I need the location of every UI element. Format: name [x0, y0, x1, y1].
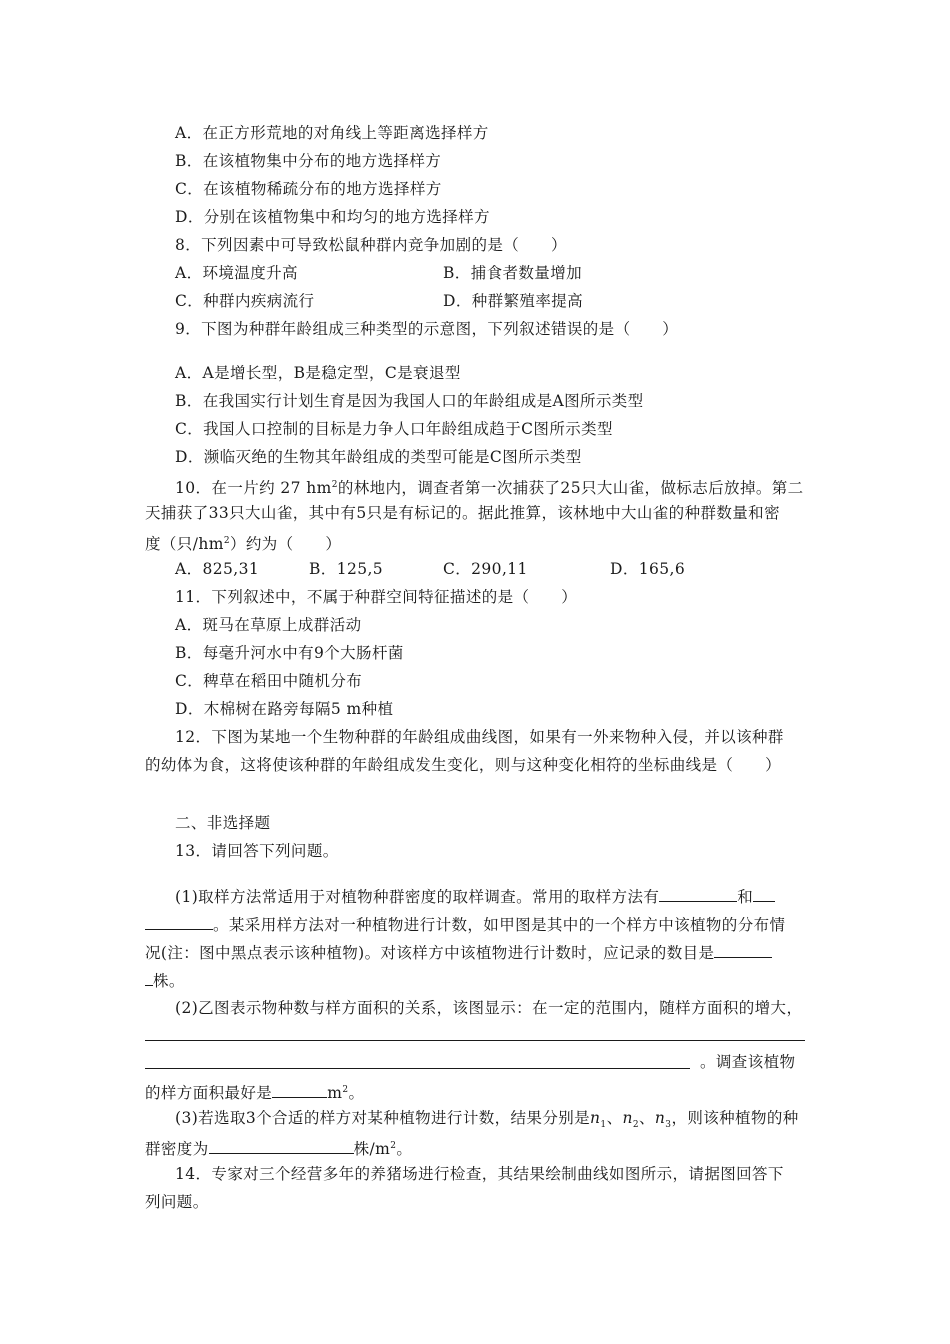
q7-option-b: B．在该植物集中分布的地方选择样方	[175, 152, 442, 170]
q7-option-a: A．在正方形荒地的对角线上等距离选择样方	[175, 124, 489, 142]
answer-line[interactable]	[145, 1040, 805, 1041]
answer-blank[interactable]	[272, 1082, 327, 1098]
q9-option-b: B．在我国实行计划生育是因为我国人口的年龄组成是A图所示类型	[175, 392, 644, 410]
q11-option-a: A．斑马在草原上成群活动	[175, 616, 362, 634]
q11-stem: 11．下列叙述中，不属于种群空间特征描述的是（ ）	[175, 588, 578, 606]
q10-line-2: 天捕获了33只大山雀，其中有5只是有标记的。据此推算，该林地中大山雀的种群数量和密	[145, 504, 780, 522]
answer-blank[interactable]	[753, 886, 775, 902]
q9-stem: 9．下图为种群年龄组成三种类型的示意图，下列叙述错误的是（ ）	[175, 320, 679, 338]
q13-p1-line-4: 株。	[145, 970, 185, 991]
q13-p1-line-1: (1)取样方法常适用于对植物种群密度的取样调查。常用的取样方法有 和	[175, 886, 775, 907]
q13-stem: 13．请回答下列问题。	[175, 842, 339, 860]
answer-blank[interactable]	[209, 1138, 354, 1154]
q13-p2-line-4: 的样方面积最好是 $m^2$。	[145, 1084, 365, 1103]
q13-p1-line-2: 。某采用样方法对一种植物进行计数，如甲图是其中的一个样方中该植物的分布情	[145, 914, 785, 935]
q10-option-d: D．165,6	[610, 560, 686, 578]
q9-option-a: A．A是增长型，B是稳定型，C是衰退型	[175, 364, 461, 382]
answer-blank[interactable]	[714, 942, 772, 958]
answer-line[interactable]	[145, 1068, 690, 1069]
q12-line-1: 12．下图为某地一个生物种群的年龄组成曲线图，如果有一外来物种入侵，并以该种群	[175, 728, 784, 746]
q8-option-d: D．种群繁殖率提高	[443, 292, 584, 310]
q10-option-b: B．125,5	[309, 560, 384, 578]
q8-stem: 8．下列因素中可导致松鼠种群内竞争加剧的是（ ）	[175, 236, 567, 254]
q8-option-b: B．捕食者数量增加	[443, 264, 582, 282]
q9-option-d: D．濒临灭绝的生物其年龄组成的类型可能是C图所示类型	[175, 448, 582, 466]
q13-p3-line-1: (3)若选取3个合适的样方对某种植物进行计数，结果分别是$n_1$、$n_2$、$n_3$，则该种植物的种	[175, 1109, 799, 1131]
section-title: 二、非选择题	[175, 814, 271, 832]
q10-line-3: 度（只$/hm^2$）约为（ ）	[145, 535, 342, 554]
q8-option-a: A．环境温度升高	[175, 264, 298, 282]
q13-p2-line-1: (2)乙图表示物种数与样方面积的关系，该图显示：在一定的范围内，随样方面积的增大，	[175, 999, 803, 1017]
q7-option-d: D．分别在该植物集中和均匀的地方选择样方	[175, 208, 490, 226]
answer-blank[interactable]	[145, 914, 213, 930]
q13-p1-line-3: 况(注：图中黑点表示该种植物)。对该样方中该植物进行计数时，应记录的数目是	[145, 942, 772, 963]
q11-option-b: B．每毫升河水中有9个大肠杆菌	[175, 644, 404, 662]
q11-option-d: D．木棉树在路旁每隔5 m种植	[175, 700, 394, 718]
q14-line-2: 列问题。	[145, 1193, 209, 1211]
q7-option-c: C．在该植物稀疏分布的地方选择样方	[175, 180, 442, 198]
answer-blank[interactable]	[659, 886, 737, 902]
q11-option-c: C．稗草在稻田中随机分布	[175, 672, 363, 690]
q10-option-c: C．290,11	[443, 560, 528, 578]
q9-option-c: C．我国人口控制的目标是力争人口年龄组成趋于C图所示类型	[175, 420, 613, 438]
q8-option-c: C．种群内疾病流行	[175, 292, 315, 310]
q13-p3-line-2: 群密度为 株$/m^2$。	[145, 1140, 413, 1159]
q10-line-1: 10．在一片约 27 $hm^2$的林地内，调查者第一次捕获了25只大山雀，做标志后放掉。第二	[175, 479, 804, 498]
q12-line-2: 的幼体为食，这将使该种群的年龄组成发生变化，则与这种变化相符的坐标曲线是（ ）	[145, 756, 782, 774]
q13-p2-line-3: 。调查该植物	[700, 1053, 796, 1071]
q10-option-a: A．825,31	[175, 560, 260, 578]
q14-line-1: 14．专家对三个经营多年的养猪场进行检查，其结果绘制曲线如图所示，请据图回答下	[175, 1165, 784, 1183]
answer-blank[interactable]	[145, 970, 153, 986]
